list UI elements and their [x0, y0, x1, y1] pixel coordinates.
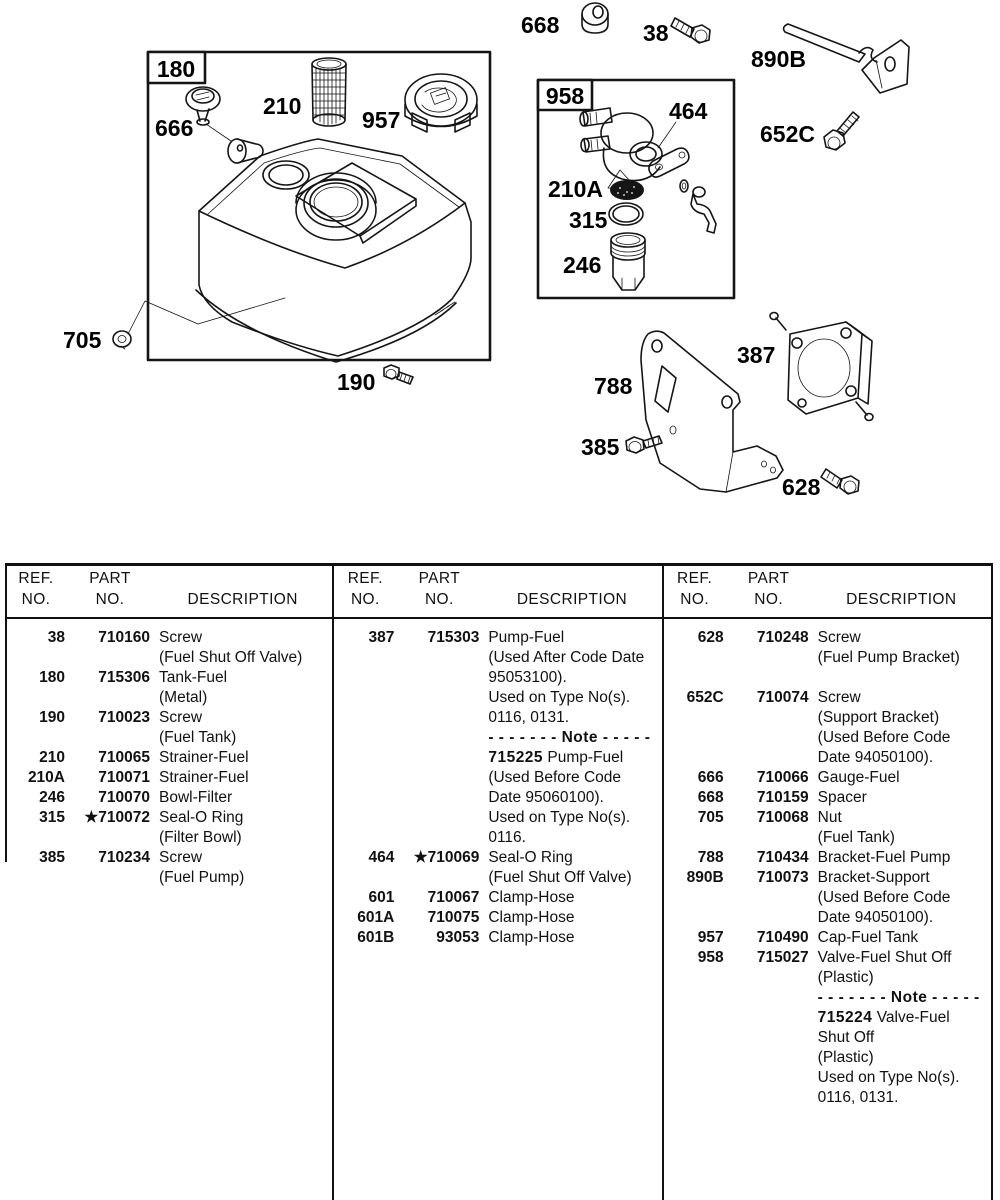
- table-row: [664, 768, 991, 788]
- ref-no-cell: 464: [368, 849, 395, 866]
- ref-no-cell: [664, 648, 724, 668]
- description-cell: (Plastic): [817, 1049, 874, 1066]
- part-no-cell: 715027: [756, 949, 809, 966]
- fuel-gauge-drawing: [186, 87, 263, 163]
- ref-no-cell: 668: [697, 789, 724, 806]
- fuel-pump-drawing: [770, 313, 873, 421]
- table-row: [334, 828, 661, 848]
- ref-no-cell: [664, 728, 724, 748]
- part-label-190: 190: [337, 369, 376, 395]
- part-label-210A: 210A: [548, 176, 603, 202]
- part-no-cell: [394, 808, 479, 828]
- fuel-tank-screw-drawing: [384, 365, 413, 384]
- table-row: [5, 728, 332, 748]
- table-row: [334, 648, 661, 668]
- description-cell: (Fuel Tank): [817, 829, 895, 846]
- note-bold-text: - - - - - - - Note - - - - -: [817, 989, 980, 1006]
- table-row: [5, 868, 332, 888]
- description-cell: Bracket-Support: [817, 869, 930, 886]
- pump-bracket-screw-drawing: [821, 469, 859, 494]
- part-no-cell: [724, 988, 809, 1008]
- table-row: [664, 988, 991, 1008]
- table-row: [664, 808, 991, 828]
- table-row: [664, 748, 991, 768]
- part-no-cell: [65, 828, 150, 848]
- table-row: [5, 748, 332, 768]
- description-cell: Used on Type No(s).: [488, 809, 631, 826]
- header-part-no: NO.: [424, 591, 454, 608]
- description-cell: 95053100).: [488, 669, 567, 686]
- part-no-cell: 710067: [427, 889, 480, 906]
- description-cell: Date 94050100).: [817, 909, 934, 926]
- description-cell: Bowl-Filter: [159, 789, 233, 806]
- description-cell: 0116, 0131.: [817, 1089, 899, 1106]
- parts-table: [5, 563, 993, 1200]
- description-cell: 0116.: [488, 829, 526, 846]
- table-row: [334, 868, 661, 888]
- table-row: [664, 868, 991, 888]
- ref-no-cell: 210A: [27, 769, 65, 786]
- part-no-cell: 710075: [427, 909, 480, 926]
- table-row: [664, 948, 991, 968]
- ref-no-cell: 890B: [686, 869, 724, 886]
- table-row: [664, 828, 991, 848]
- ref-no-cell: 180: [39, 669, 65, 686]
- table-row: [5, 848, 332, 868]
- header-ref-no: NO.: [680, 591, 710, 608]
- table-row: [334, 888, 661, 908]
- description-cell: Used on Type No(s).: [488, 689, 631, 706]
- header-part: PART: [89, 570, 131, 587]
- description-cell: (Filter Bowl): [159, 829, 242, 846]
- table-section-3: [662, 566, 991, 1200]
- part-label-38: 38: [643, 20, 669, 46]
- table-row: [5, 708, 332, 728]
- table-row: [664, 708, 991, 728]
- part-no-cell: 710074: [756, 689, 809, 706]
- part-no-cell: [394, 748, 479, 768]
- ref-no-cell: [664, 988, 724, 1008]
- part-no-cell: [724, 908, 809, 928]
- ref-no-cell: [334, 708, 394, 728]
- header-part-no: NO.: [95, 591, 125, 608]
- ref-no-cell: [664, 968, 724, 988]
- part-no-cell: [394, 668, 479, 688]
- header-description: DESCRIPTION: [187, 591, 298, 608]
- part-no-cell: [394, 688, 479, 708]
- part-label-464: 464: [669, 98, 708, 124]
- ref-no-cell: 957: [697, 929, 724, 946]
- description-cell: Clamp-Hose: [488, 909, 575, 926]
- part-label-957: 957: [362, 107, 401, 133]
- part-no-cell: 710023: [98, 709, 150, 726]
- part-label-788: 788: [594, 373, 633, 399]
- table-row: [334, 928, 661, 948]
- part-label-628: 628: [782, 474, 821, 500]
- ref-no-cell: 210: [39, 749, 65, 766]
- description-cell: Date 95060100).: [488, 789, 604, 806]
- description-cell: (Used Before Code: [817, 729, 951, 746]
- description-cell: 0116, 0131.: [488, 709, 570, 726]
- table-row: [664, 1088, 991, 1108]
- ref-no-cell: [664, 668, 724, 688]
- part-no-cell: 710234: [98, 849, 150, 866]
- table-row: [5, 768, 332, 788]
- table-body: [334, 619, 661, 948]
- table-row: [5, 648, 332, 668]
- part-no-cell: 710071: [98, 769, 150, 786]
- description-cell: Shut Off: [817, 1029, 875, 1046]
- table-row: [334, 708, 661, 728]
- table-row: [334, 748, 661, 768]
- description-cell: Bracket-Fuel Pump: [817, 849, 951, 866]
- header-ref: REF.: [18, 570, 54, 587]
- table-row: [664, 1068, 991, 1088]
- o-ring-drawing: [609, 203, 643, 225]
- table-section-2: [332, 566, 661, 1200]
- description-cell: Nut: [817, 809, 842, 826]
- description-cell: Clamp-Hose: [488, 929, 575, 946]
- table-row: [5, 828, 332, 848]
- part-no-cell: [724, 728, 809, 748]
- part-no-cell: 710073: [756, 869, 809, 886]
- group-box-180: [148, 52, 490, 360]
- description-cell: Used on Type No(s).: [817, 1069, 960, 1086]
- description-cell: Tank-Fuel: [159, 669, 228, 686]
- ref-no-cell: [334, 768, 394, 788]
- part-no-cell: [724, 1028, 809, 1048]
- part-no-cell: 710066: [756, 769, 809, 786]
- part-no-cell: [724, 1068, 809, 1088]
- table-section-1: [5, 566, 332, 1200]
- table-row: [334, 688, 661, 708]
- ref-no-cell: 315: [39, 809, 65, 826]
- table-row: [664, 1048, 991, 1068]
- diagram-artwork: [0, 0, 1000, 563]
- header-part: PART: [747, 570, 790, 587]
- part-no-cell: [724, 828, 809, 848]
- part-no-cell: 710248: [756, 629, 809, 646]
- part-no-cell: [724, 968, 809, 988]
- ref-no-cell: [5, 828, 65, 848]
- part-no-cell: [724, 888, 809, 908]
- filter-bowl-drawing: [611, 233, 645, 290]
- description-cell: Clamp-Hose: [488, 889, 575, 906]
- part-no-cell: ★710069: [413, 849, 480, 866]
- table-row: [664, 1028, 991, 1048]
- part-no-cell: [394, 868, 479, 888]
- ref-no-cell: 385: [39, 849, 65, 866]
- part-no-cell: [394, 708, 479, 728]
- part-no-cell: [65, 868, 150, 888]
- description-cell: Seal-O Ring: [159, 809, 244, 826]
- header-description: DESCRIPTION: [846, 591, 957, 608]
- part-no-cell: [394, 828, 479, 848]
- part-label-705: 705: [63, 327, 102, 353]
- part-no-cell: [65, 728, 150, 748]
- table-header: [334, 566, 661, 619]
- table-row: [334, 848, 661, 868]
- ref-no-cell: [5, 648, 65, 668]
- header-ref-no: NO.: [21, 591, 51, 608]
- part-no-cell: 715306: [98, 669, 150, 686]
- support-bracket-screw-drawing: [824, 112, 859, 150]
- ref-no-cell: 628: [697, 629, 724, 646]
- description-cell: Screw: [817, 629, 861, 646]
- part-label-385: 385: [581, 434, 620, 460]
- ref-no-cell: [334, 748, 394, 768]
- ref-no-cell: 190: [39, 709, 65, 726]
- ref-no-cell: 666: [697, 769, 724, 786]
- table-row: [664, 848, 991, 868]
- part-no-cell: [65, 688, 150, 708]
- spacer-drawing: [582, 3, 608, 33]
- ref-no-cell: 387: [368, 629, 395, 646]
- ref-no-cell: [664, 708, 724, 728]
- table-row: [664, 668, 991, 688]
- description-cell: 715225 Pump-Fuel: [488, 749, 624, 766]
- description-cell: Strainer-Fuel: [159, 749, 249, 766]
- ref-no-cell: [334, 808, 394, 828]
- description-cell: Screw: [159, 629, 203, 646]
- ref-no-cell: [5, 868, 65, 888]
- ref-no-cell: [334, 788, 394, 808]
- part-label-652C: 652C: [760, 121, 815, 147]
- table-row: [334, 808, 661, 828]
- description-cell: Screw: [817, 689, 861, 706]
- ref-no-cell: 652C: [686, 689, 724, 706]
- part-no-cell: 710434: [756, 849, 809, 866]
- table-row: [334, 908, 661, 928]
- description-cell: Date 94050100).: [817, 749, 934, 766]
- fuel-cap-drawing: [405, 74, 477, 132]
- ref-no-cell: [334, 828, 394, 848]
- ref-no-cell: [334, 868, 394, 888]
- table-row: [5, 628, 332, 648]
- ref-no-cell: [664, 908, 724, 928]
- table-header: [5, 566, 332, 619]
- part-no-cell: [724, 1088, 809, 1108]
- description-cell: 715224 Valve-Fuel: [817, 1009, 950, 1026]
- table-row: [664, 888, 991, 908]
- ref-no-cell: 246: [39, 789, 65, 806]
- part-no-cell: [724, 748, 809, 768]
- ref-no-cell: [664, 828, 724, 848]
- ref-no-cell: [664, 1068, 724, 1088]
- part-no-cell: 710160: [98, 629, 150, 646]
- part-no-cell: ★710072: [84, 809, 150, 826]
- ref-no-cell: [664, 748, 724, 768]
- table-row: [664, 908, 991, 928]
- description-cell: (Fuel Pump Bracket): [817, 649, 960, 666]
- ref-no-cell: 705: [697, 809, 724, 826]
- ref-no-cell: [334, 648, 394, 668]
- part-no-cell: [724, 1048, 809, 1068]
- ref-no-cell: 601: [368, 889, 395, 906]
- table-row: [5, 688, 332, 708]
- part-label-387: 387: [737, 342, 776, 368]
- table-row: [664, 968, 991, 988]
- part-no-cell: [724, 648, 809, 668]
- table-row: [334, 628, 661, 648]
- description-cell: (Fuel Pump): [159, 869, 245, 886]
- part-no-cell: [394, 768, 479, 788]
- part-label-180: 180: [156, 56, 196, 82]
- part-no-cell: 710065: [98, 749, 150, 766]
- description-cell: Valve-Fuel Shut Off: [817, 949, 952, 966]
- description-cell: (Fuel Shut Off Valve): [488, 869, 632, 886]
- part-label-890B: 890B: [751, 46, 806, 72]
- description-cell: Screw: [159, 849, 203, 866]
- description-cell: [488, 728, 661, 748]
- table-row: [5, 788, 332, 808]
- ref-no-cell: 788: [697, 849, 724, 866]
- ref-no-cell: [5, 728, 65, 748]
- table-row: [664, 928, 991, 948]
- ref-no-cell: [664, 1008, 724, 1028]
- table-header: [664, 566, 991, 619]
- parts-diagram: [0, 0, 1000, 563]
- strainer-oval-drawing: [610, 180, 644, 200]
- description-cell: (Used Before Code: [817, 889, 951, 906]
- part-label-210: 210: [263, 93, 302, 119]
- part-label-668: 668: [521, 12, 560, 38]
- table-row: [5, 668, 332, 688]
- ref-no-cell: 38: [47, 629, 65, 646]
- description-cell: (Support Bracket): [817, 709, 940, 726]
- ref-no-cell: [664, 1028, 724, 1048]
- description-cell: (Metal): [159, 689, 208, 706]
- part-no-cell: 710490: [756, 929, 809, 946]
- ref-no-cell: [5, 688, 65, 708]
- description-cell: Pump-Fuel: [488, 629, 565, 646]
- table-row: [334, 768, 661, 788]
- description-cell: Seal-O Ring: [488, 849, 573, 866]
- ref-no-cell: [664, 1088, 724, 1108]
- table-row: [664, 628, 991, 648]
- part-label-315: 315: [569, 207, 608, 233]
- table-row: [334, 788, 661, 808]
- ref-no-cell: [334, 688, 394, 708]
- part-no-cell: [394, 648, 479, 668]
- fuel-strainer-drawing: [312, 58, 346, 126]
- description-cell: (Fuel Tank): [159, 729, 237, 746]
- note-bold-text: 715225: [488, 749, 544, 766]
- part-no-cell: [724, 708, 809, 728]
- fuel-tank-nut-drawing: [113, 298, 285, 349]
- description-cell: (Used After Code Date: [488, 649, 645, 666]
- header-ref: REF.: [347, 570, 383, 587]
- ref-no-cell: 958: [697, 949, 724, 966]
- part-no-cell: 715303: [427, 629, 480, 646]
- table-row: [334, 668, 661, 688]
- description-cell: [818, 668, 991, 688]
- header-part: PART: [418, 570, 461, 587]
- table-row: [664, 688, 991, 708]
- description-cell: (Plastic): [817, 969, 874, 986]
- part-no-cell: [394, 788, 479, 808]
- description-cell: Spacer: [817, 789, 867, 806]
- part-no-cell: 710070: [98, 789, 150, 806]
- part-label-666: 666: [155, 115, 194, 141]
- description-cell: Cap-Fuel Tank: [817, 929, 919, 946]
- part-no-cell: [65, 648, 150, 668]
- description-cell: (Fuel Shut Off Valve): [159, 649, 303, 666]
- part-no-cell: 710068: [756, 809, 809, 826]
- part-label-958: 958: [545, 83, 585, 109]
- description-cell: [818, 988, 991, 1008]
- part-no-cell: [394, 728, 479, 748]
- shut-off-valve-screw-drawing: [671, 18, 710, 43]
- part-label-246: 246: [563, 252, 602, 278]
- table-body: [664, 619, 991, 1108]
- fuel-tank-drawing: [196, 139, 471, 362]
- header-part-no: NO.: [754, 591, 784, 608]
- table-row: [5, 808, 332, 828]
- part-no-cell: 93053: [436, 929, 480, 946]
- table-row: [664, 648, 991, 668]
- note-bold-text: - - - - - - - Note - - - - -: [488, 729, 651, 746]
- table-row: [664, 1008, 991, 1028]
- ref-no-cell: [334, 728, 394, 748]
- description-cell: Strainer-Fuel: [159, 769, 249, 786]
- header-ref-no: NO.: [350, 591, 380, 608]
- header-description: DESCRIPTION: [516, 591, 628, 608]
- ref-no-cell: 601B: [357, 929, 395, 946]
- description-cell: Gauge-Fuel: [817, 769, 900, 786]
- ref-no-cell: [334, 668, 394, 688]
- table-row: [334, 728, 661, 748]
- description-cell: Screw: [159, 709, 203, 726]
- part-no-cell: 710159: [756, 789, 809, 806]
- note-bold-text: 715224: [817, 1009, 873, 1026]
- table-body: [5, 619, 332, 888]
- ref-no-cell: [664, 1048, 724, 1068]
- description-cell: (Used Before Code: [488, 769, 622, 786]
- table-row: [664, 728, 991, 748]
- ref-no-cell: [664, 888, 724, 908]
- table-row: [664, 788, 991, 808]
- header-ref: REF.: [677, 570, 713, 587]
- part-no-cell: [724, 668, 809, 688]
- ref-no-cell: 601A: [357, 909, 395, 926]
- part-no-cell: [724, 1008, 809, 1028]
